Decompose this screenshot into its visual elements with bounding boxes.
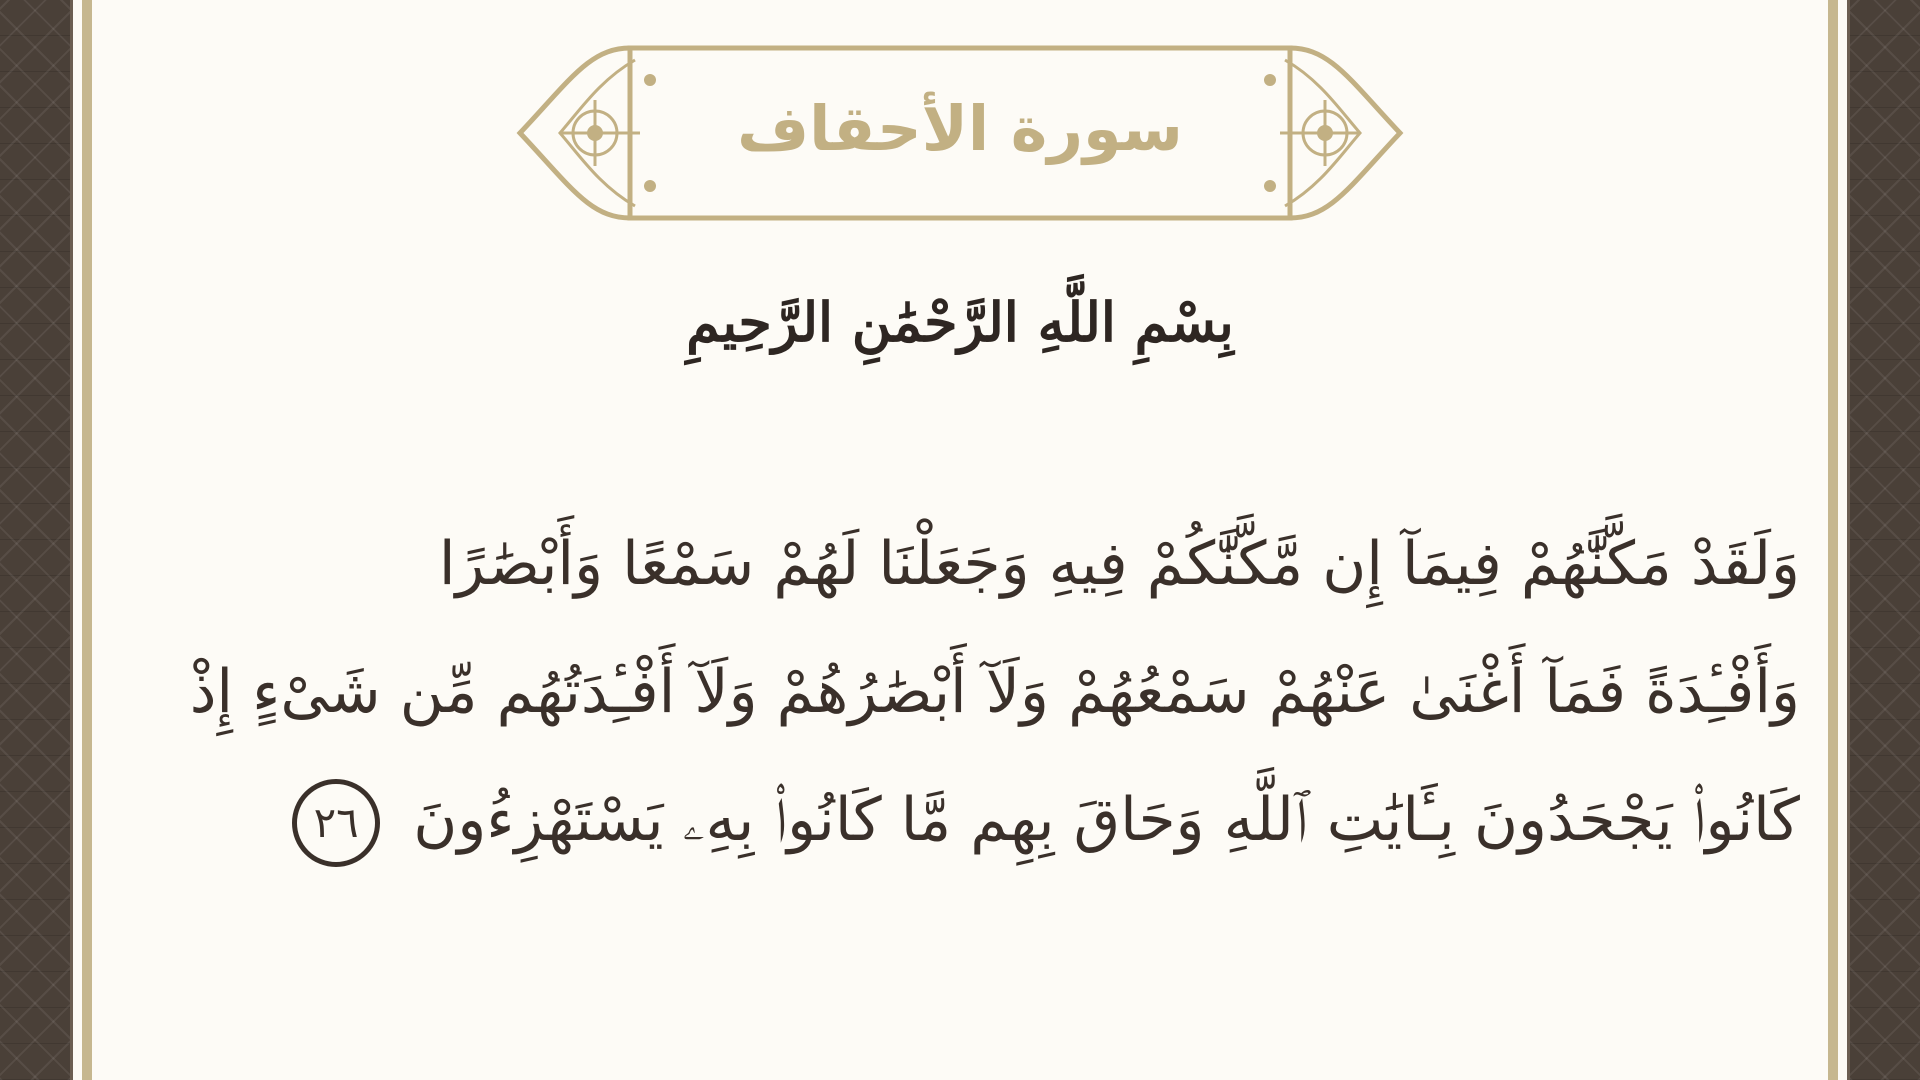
verse-text-block [120, 500, 1800, 884]
left-ornamental-border [0, 0, 70, 1080]
verse-line-2: وَأَفْـِٔدَةً فَمَآ أَغْنَىٰ عَنْهُمْ سَمْعُهُمْ وَلَآ أَبْصَٰرُهُمْ وَلَآ أَفْـِٔدَتُهُم مِّن شَىْءٍ إِذْ [189, 657, 1800, 727]
left-gold-rule [82, 0, 92, 1080]
right-inner-line [1847, 0, 1850, 1080]
right-gold-rule [1828, 0, 1838, 1080]
surah-title: سورة الأحقاف [737, 92, 1183, 165]
verse-line-3-text: كَانُوا۟ يَجْحَدُونَ بِـَٔايَٰتِ ٱللَّهِ وَحَاقَ بِهِم مَّا كَانُوا۟ بِهِۦ يَسْتَهْزِءُونَ [413, 785, 1800, 855]
ayah-number-marker: ٢٦ [292, 779, 380, 867]
basmala-calligraphy: بِسْمِ اللَّهِ الرَّحْمَٰنِ الرَّحِيمِ [686, 290, 1234, 354]
right-ornamental-border [1850, 0, 1920, 1080]
left-inner-line [70, 0, 73, 1080]
verse-line-3 [120, 756, 1800, 884]
verse-line-1: وَلَقَدْ مَكَّنَّٰهُمْ فِيمَآ إِن مَّكَّنَّٰكُمْ فِيهِ وَجَعَلْنَا لَهُمْ سَمْعًا وَأَبْصَٰرًا [438, 529, 1800, 599]
surah-title-frame [500, 40, 1420, 226]
